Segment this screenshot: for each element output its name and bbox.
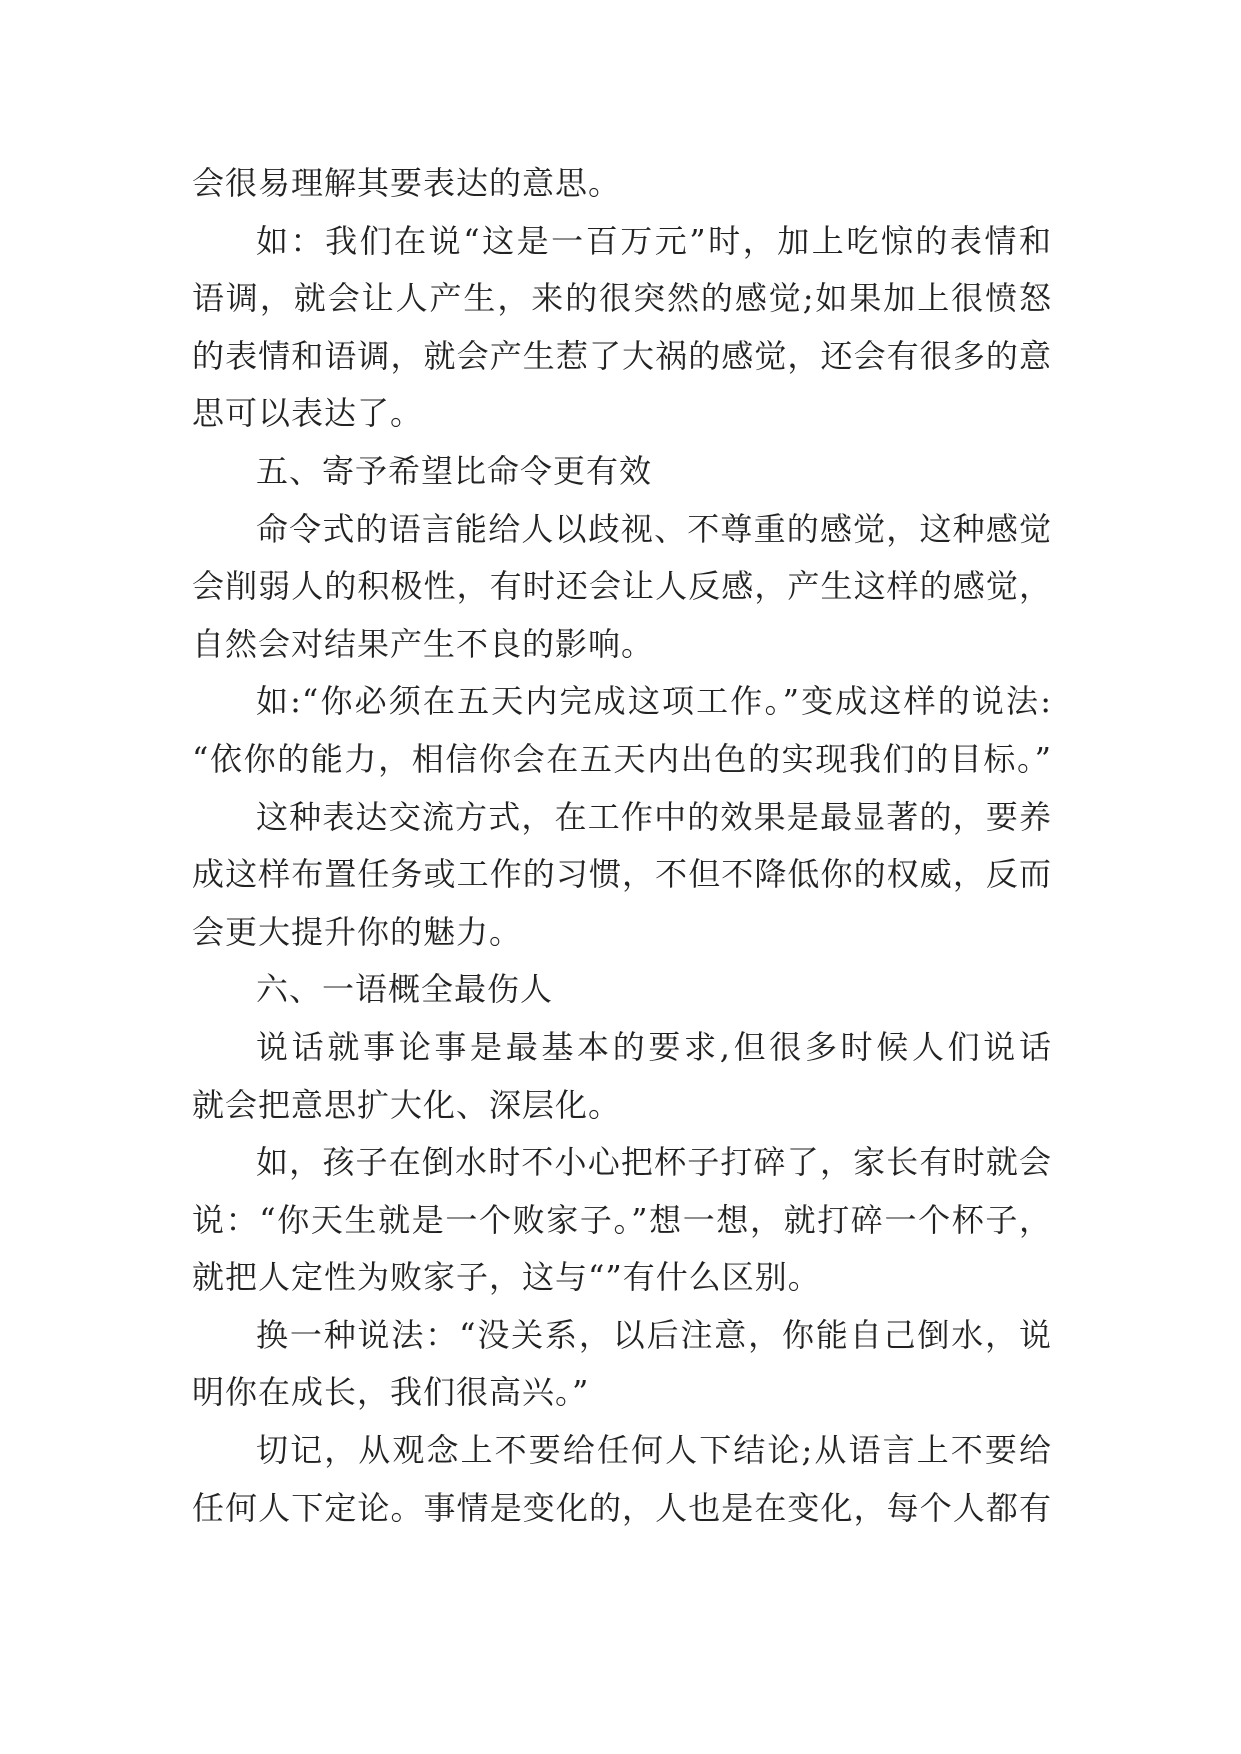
text-line-8: 会削弱人的积极性，有时还会让人反感，产生这样的感觉， [192, 567, 1052, 606]
text-line-17: 就会把意思扩大化、深层化。 [192, 1085, 622, 1124]
text-line-22: 明你在成长，我们很高兴。” [192, 1373, 590, 1412]
text-line-3: 语调，就会让人产生，来的很突然的感觉;如果加上很愤怒 [192, 279, 1052, 318]
text-line-12: 这种表达交流方式，在工作中的效果是最显著的，要养 [256, 797, 1052, 836]
text-line-7: 命令式的语言能给人以歧视、不尊重的感觉，这种感觉 [256, 509, 1052, 548]
text-line-20: 就把人定性为败家子，这与“”有什么区别。 [192, 1258, 821, 1297]
text-line-16: 说话就事论事是最基本的要求,但很多时候人们说话 [256, 1027, 1052, 1066]
text-line-21: 换一种说法：“没关系，以后注意，你能自己倒水，说 [256, 1315, 1052, 1354]
text-line-11: “依你的能力，相信你会在五天内出色的实现我们的目标。” [192, 739, 1052, 778]
text-line-23: 切记，从观念上不要给任何人下结论;从语言上不要给 [256, 1431, 1052, 1470]
body-text [192, 155, 1052, 1537]
text-line-4: 的表情和语调，就会产生惹了大祸的感觉，还会有很多的意 [192, 336, 1052, 375]
text-line-13: 成这样布置任务或工作的习惯，不但不降低你的权威，反而 [192, 855, 1052, 894]
text-line-5: 思可以表达了。 [192, 394, 424, 433]
text-line-1: 会很易理解其要表达的意思。 [192, 164, 622, 202]
section-heading-5: 五、寄予希望比命令更有效 [256, 451, 653, 490]
text-line-2: 如：我们在说“这是一百万元”时，加上吃惊的表情和 [256, 221, 1052, 260]
section-heading-6: 六、一语概全最伤人 [256, 970, 554, 1009]
text-line-14: 会更大提升你的魅力。 [192, 912, 523, 951]
text-line-10: 如:“你必须在五天内完成这项工作。”变成这样的说法: [256, 682, 1052, 721]
text-line-24: 任何人下定论。事情是变化的，人也是在变化，每个人都有 [192, 1488, 1052, 1527]
text-line-18: 如，孩子在倒水时不小心把杯子打碎了，家长有时就会 [256, 1143, 1052, 1182]
text-line-9: 自然会对结果产生不良的影响。 [192, 624, 655, 663]
text-line-19: 说：“你天生就是一个败家子。”想一想，就打碎一个杯子， [192, 1200, 1052, 1239]
